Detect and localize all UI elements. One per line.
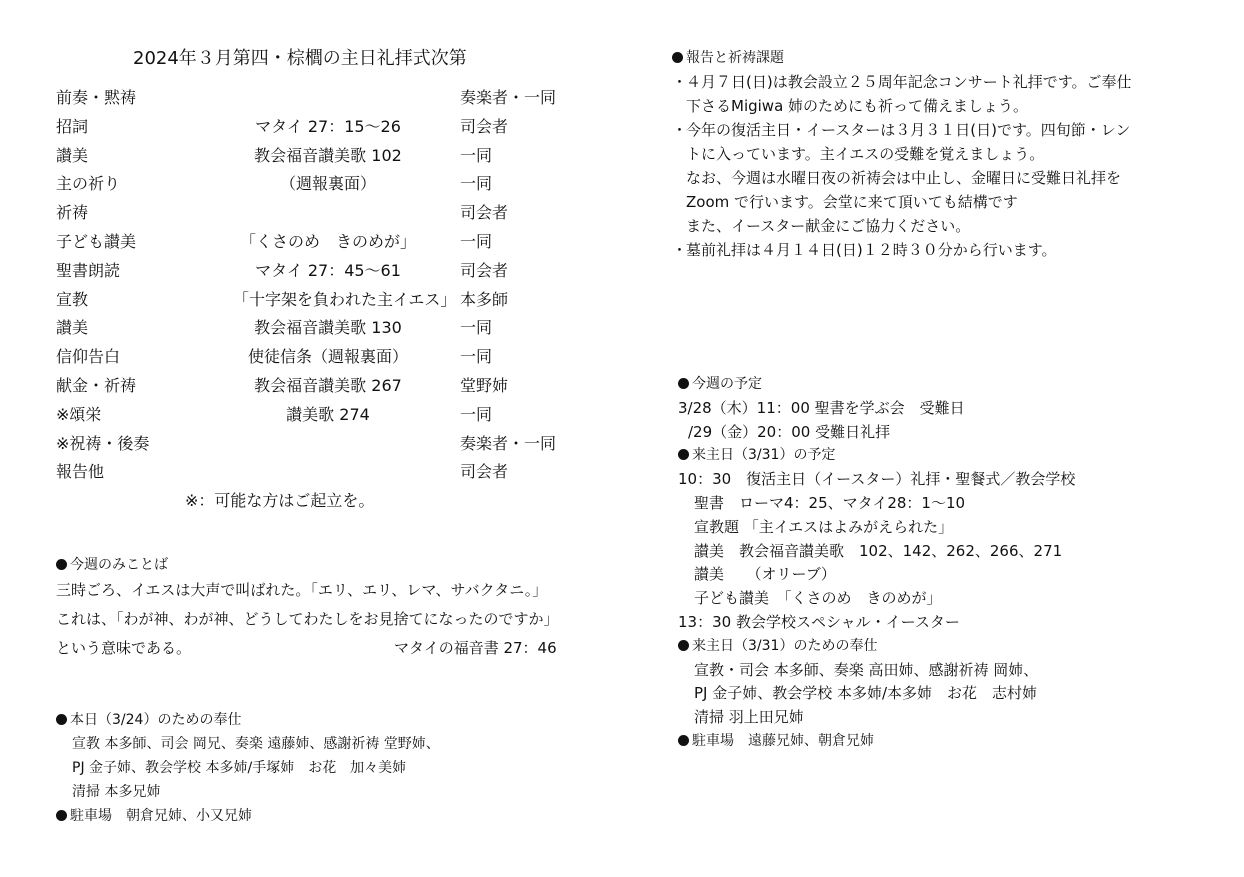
order-detail: 「くさのめ きのめが」 bbox=[239, 231, 416, 251]
report-continuation: なお、今週は水曜日夜の祈祷会は中止し、金曜日に受難日礼拝を bbox=[686, 169, 1122, 187]
serve-today-heading: 本日（3/24）のための奉仕 bbox=[56, 708, 440, 732]
order-item: 讃美 bbox=[56, 318, 89, 338]
report-text: ４月７日(日)は教会設立２５周年記念コンサート礼拝です。ご奉仕 bbox=[686, 73, 1132, 91]
report-item bbox=[672, 70, 1212, 94]
school-special-line: 13：30 教会学校スペシャル・イースター bbox=[678, 612, 960, 631]
order-row bbox=[56, 314, 596, 343]
order-person: 一同 bbox=[460, 347, 493, 367]
order-person: 奏楽者・一同 bbox=[460, 433, 557, 453]
bullet-icon bbox=[672, 52, 683, 63]
next-sunday-detail: 聖書 ローマ4：25、マタイ28：1～10 bbox=[694, 493, 966, 512]
report-items bbox=[672, 70, 1212, 262]
next-sunday-heading: 来主日（3/31）の予定 bbox=[678, 444, 1075, 468]
order-person: 司会者 bbox=[460, 203, 509, 223]
week-schedule-line: 3/28（木）11：00 聖書を学ぶ会 受難日 bbox=[678, 398, 965, 417]
next-serve-heading: 来主日（3/31）のための奉仕 bbox=[678, 635, 1075, 659]
report-bullet: ・ bbox=[672, 241, 688, 259]
bullet-icon bbox=[678, 449, 689, 460]
report-continuation: Zoom で行います。会堂に来て頂いても結構です bbox=[686, 193, 1018, 211]
verse-reference: マタイの福音書 27：46 bbox=[394, 639, 557, 657]
week-schedule-line: /29（金）20：00 受難日礼拝 bbox=[688, 422, 891, 441]
order-item: 主の祈り bbox=[56, 174, 121, 194]
page-title: 2024年３月第四・棕櫚の主日礼拝式次第 bbox=[133, 48, 467, 69]
report-continuation: 下さるMigiwa 姉のためにも祈って備えましょう。 bbox=[686, 97, 1029, 115]
report-text: 墓前礼拝は４月１４日(日)１２時３０分から行います。 bbox=[686, 241, 1057, 259]
order-of-service bbox=[56, 84, 596, 487]
order-detail: 教会福音讃美歌 267 bbox=[254, 375, 402, 395]
reports-heading: 報告と祈祷課題 bbox=[672, 46, 1212, 70]
order-person: 奏楽者・一同 bbox=[460, 88, 557, 107]
order-item: 信仰告白 bbox=[56, 347, 121, 367]
order-item: 聖書朗読 bbox=[56, 260, 121, 280]
order-person: 司会者 bbox=[460, 116, 509, 136]
serve-today-line: PJ 金子姉、教会学校 本多姉/手塚姉 お花 加々美姉 bbox=[72, 760, 407, 776]
order-person: 司会者 bbox=[460, 260, 509, 280]
next-sunday-service: 10：30 復活主日（イースター）礼拝・聖餐式／教会学校 bbox=[678, 470, 1076, 489]
reports-section bbox=[672, 46, 1212, 262]
order-detail: 教会福音讃美歌 102 bbox=[254, 145, 402, 165]
order-item: 讃美 bbox=[56, 145, 89, 165]
order-row bbox=[56, 228, 596, 257]
order-row bbox=[56, 84, 596, 113]
verse-section bbox=[56, 554, 596, 663]
order-item: 宣教 bbox=[56, 289, 89, 309]
bullet-icon bbox=[56, 810, 67, 821]
order-row bbox=[56, 372, 596, 401]
next-serve-line: PJ 金子姉、教会学校 本多姉/本多姉 お花 志村姉 bbox=[694, 684, 1038, 703]
order-detail: 教会福音讃美歌 130 bbox=[254, 318, 402, 338]
order-item: 報告他 bbox=[56, 462, 105, 482]
bullet-icon bbox=[678, 735, 689, 746]
order-person: 一同 bbox=[460, 174, 493, 194]
report-text: 今年の復活主日・イースターは３月３１日(日)です。四旬節・レン bbox=[686, 121, 1131, 139]
order-item: 祈祷 bbox=[56, 203, 89, 223]
next-serve-line: 宣教・司会 本多師、奏楽 高田姉、感謝祈祷 岡姉、 bbox=[694, 660, 1039, 679]
serve-today-line: 宣教 本多師、司会 岡兄、奏楽 遠藤姉、感謝祈祷 堂野姉、 bbox=[72, 736, 440, 752]
order-row bbox=[56, 458, 596, 487]
order-row bbox=[56, 199, 596, 228]
order-person: 一同 bbox=[460, 404, 493, 424]
order-detail: （週報裏面） bbox=[279, 174, 376, 194]
order-item: ※祝祷・後奏 bbox=[56, 433, 150, 453]
order-item: ※頌栄 bbox=[56, 404, 102, 424]
order-detail: 使徒信条（週報裏面） bbox=[247, 347, 408, 367]
order-person: 堂野姉 bbox=[460, 375, 509, 395]
order-row bbox=[56, 142, 596, 171]
order-row bbox=[56, 430, 596, 459]
bullet-icon bbox=[56, 559, 67, 570]
order-detail: マタイ 27：15～26 bbox=[255, 116, 401, 136]
order-person: 司会者 bbox=[460, 462, 509, 482]
next-sunday-detail: 讃美 （オリーブ） bbox=[694, 565, 836, 584]
report-item bbox=[672, 118, 1212, 142]
order-person: 一同 bbox=[460, 145, 493, 165]
bullet-icon bbox=[678, 378, 689, 389]
week-schedule-heading: 今週の予定 bbox=[678, 373, 1075, 397]
order-row bbox=[56, 343, 596, 372]
verse-line-last: という意味である。 マタイの福音書 27：46 bbox=[56, 634, 596, 663]
order-item: 献金・祈祷 bbox=[56, 375, 137, 395]
order-row bbox=[56, 170, 596, 199]
stand-note: ※：可能な方はご起立を。 bbox=[185, 491, 375, 510]
serve-today-section bbox=[56, 708, 440, 828]
verse-line: 三時ごろ、イエスは大声で叫ばれた。「エリ、エリ、レマ、サバクタニ。」 bbox=[56, 581, 548, 599]
report-continuation: また、イースター献金にご協力ください。 bbox=[686, 217, 971, 235]
next-sunday-detail: 子ども讃美 「くさのめ きのめが」 bbox=[694, 589, 942, 608]
serve-today-line: 清掃 本多兄姉 bbox=[72, 784, 161, 800]
order-person: 本多師 bbox=[460, 289, 509, 309]
next-sunday-detail: 讃美 教会福音讃美歌 102、142、262、266、271 bbox=[694, 541, 1063, 560]
report-bullet: ・ bbox=[672, 73, 688, 91]
schedule-section bbox=[678, 373, 1075, 754]
order-row bbox=[56, 401, 596, 430]
parking-today-heading: 駐車場 朝倉兄姉、小又兄姉 bbox=[56, 804, 440, 828]
order-person: 一同 bbox=[460, 318, 493, 338]
order-item: 前奏・黙祷 bbox=[56, 88, 137, 107]
report-item bbox=[672, 238, 1212, 262]
bullet-icon bbox=[678, 640, 689, 651]
order-item: 招詞 bbox=[56, 116, 89, 136]
verse-line: これは、「わが神、わが神、どうしてわたしをお見捨てになったのですか」 bbox=[56, 610, 559, 628]
order-person: 一同 bbox=[460, 231, 493, 251]
report-bullet: ・ bbox=[672, 121, 688, 139]
order-row bbox=[56, 257, 596, 286]
order-detail: マタイ 27：45～61 bbox=[255, 260, 401, 280]
bullet-icon bbox=[56, 714, 67, 725]
next-sunday-detail: 宣教題 「主イエスはよみがえられた」 bbox=[694, 517, 954, 536]
order-detail: 「十字架を負われた主イエス」 bbox=[233, 289, 457, 309]
next-serve-line: 清掃 羽上田兄姉 bbox=[694, 708, 804, 727]
report-continuation: トに入っています。主イエスの受難を覚えましょう。 bbox=[686, 145, 1045, 163]
next-parking-heading: 駐車場 遠藤兄姉、朝倉兄姉 bbox=[678, 730, 1075, 754]
order-item: 子ども讃美 bbox=[56, 231, 137, 251]
order-detail: 讃美歌 274 bbox=[286, 404, 370, 424]
order-row bbox=[56, 286, 596, 315]
verse-heading: 今週のみことば bbox=[56, 554, 596, 576]
order-row bbox=[56, 113, 596, 142]
